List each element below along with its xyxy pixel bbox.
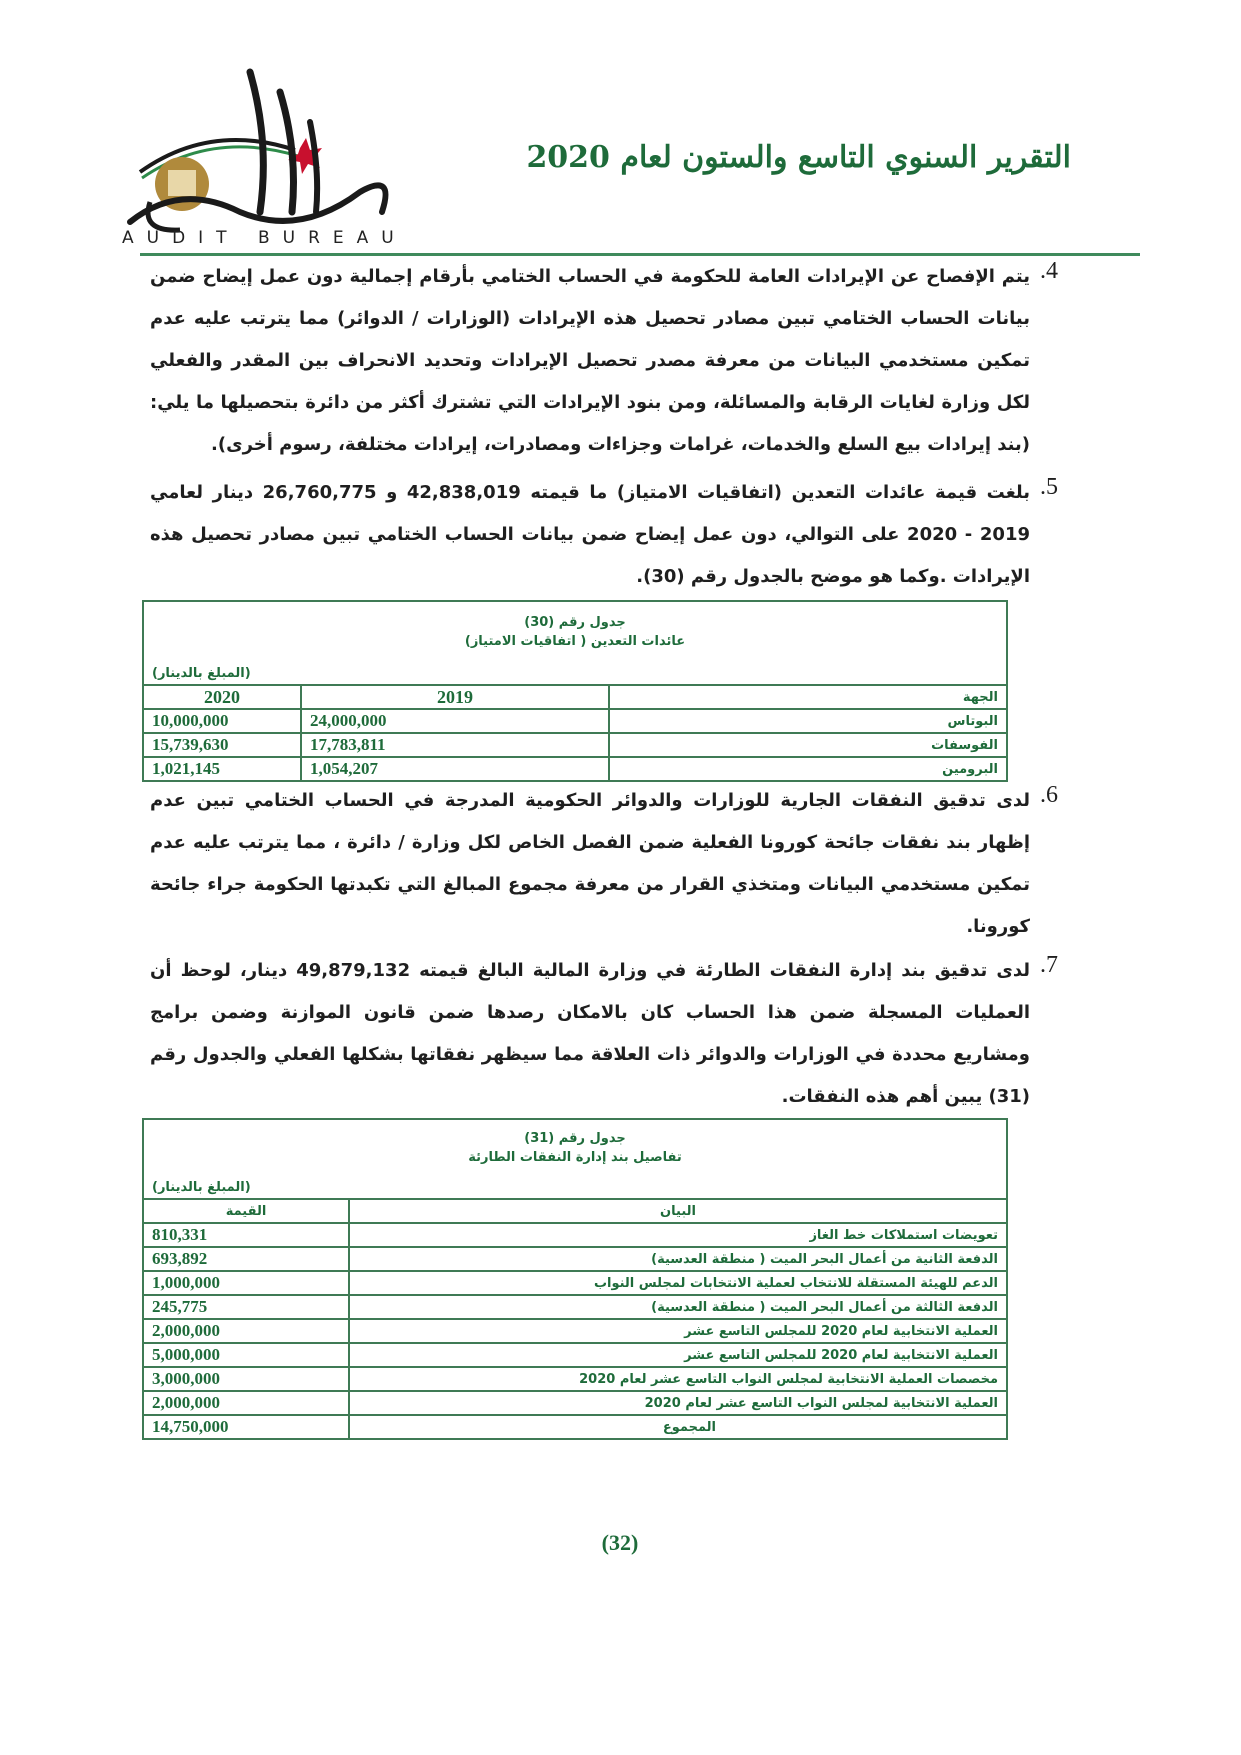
- report-title: التقرير السنوي التاسع والستون لعام 2020: [526, 140, 1071, 175]
- value-2020-cell: 10,000,000: [143, 709, 301, 733]
- table-row: [143, 1367, 1007, 1391]
- description-cell: الدعم للهيئة المستقلة للانتخاب لعملية الانتخابات لمجلس النواب: [349, 1271, 1007, 1295]
- table-row: [143, 733, 1007, 757]
- value-cell: 3,000,000: [143, 1367, 349, 1391]
- value-cell: 2,000,000: [143, 1391, 349, 1415]
- entity-cell: الفوسفات: [609, 733, 1007, 757]
- table-row: [143, 1271, 1007, 1295]
- value-cell: 2,000,000: [143, 1319, 349, 1343]
- item-paragraph: يتم الإفصاح عن الإيرادات العامة للحكومة في الحساب الختامي بأرقام إجمالية دون عمل إيضاح ضمن بيانات الحساب الختامي تبين مصادر تحصيل هذه الإيرادات (الوزارات / الدوائر) مما يترتب عليه عدم تمكين مستخدمي البيانات من معرفة مصدر تحصيل الإيرادات وتحديد الانحراف بين المقدر والفعلي لكل وزارة لغايات الرقابة والمسائلة، ومن بنود الإيرادات التي تشترك أكثر من دائرة بتحصيلها ما يلي: (بند إيرادات بيع السلع والخدمات، غرامات وجزاءات ومصادرات، إيرادات مختلفة، رسوم أخرى).: [150, 266, 1030, 455]
- table-unit: (المبلغ بالدينار): [143, 1176, 1007, 1199]
- table-number: جدول رقم (31): [524, 1131, 626, 1146]
- table-30: [142, 600, 1008, 782]
- audit-bureau-logo: [120, 62, 420, 252]
- value-2020-cell: 15,739,630: [143, 733, 301, 757]
- column-header: الجهة: [609, 685, 1007, 709]
- column-header: 2020: [143, 685, 301, 709]
- table-title: تفاصيل بند إدارة النفقات الطارئة: [468, 1150, 682, 1165]
- description-cell: العملية الانتخابية لمجلس النواب التاسع عشر لعام 2020: [349, 1391, 1007, 1415]
- value-cell: 1,000,000: [143, 1271, 349, 1295]
- table-header-row: [143, 685, 1007, 709]
- table-row: [143, 1391, 1007, 1415]
- description-cell: العملية الانتخابية لعام 2020 للمجلس التاسع عشر: [349, 1319, 1007, 1343]
- item-paragraph: بلغت قيمة عائدات التعدين (اتفاقيات الامتياز) ما قيمته 42,838,019 و 26,760,775 دينار لعامي 2019 - 2020 على التوالي، دون عمل إيضاح ضمن بيانات الحساب الختامي تبين مصادر تحصيل هذه الإيرادات .وكما هو موضح بالجدول رقم (30).: [150, 482, 1031, 587]
- table-31: [142, 1118, 1008, 1440]
- description-cell: الدفعة الثالثة من أعمال البحر الميت ( منطقة العدسية): [349, 1295, 1007, 1319]
- description-cell: مخصصات العملية الانتخابية لمجلس النواب التاسع عشر لعام 2020: [349, 1367, 1007, 1391]
- table-row: [143, 1223, 1007, 1247]
- description-cell: الدفعة الثانية من أعمال البحر الميت ( منطقة العدسية): [349, 1247, 1007, 1271]
- table-row: [143, 757, 1007, 781]
- item-number: .6: [1040, 782, 1058, 808]
- description-cell: العملية الانتخابية لعام 2020 للمجلس التاسع عشر: [349, 1343, 1007, 1367]
- page-number: (32): [601, 1530, 639, 1555]
- item-paragraph: لدى تدقيق بند إدارة النفقات الطارئة في وزارة المالية البالغ قيمته 49,879,132 دينار، لوحظ أن العمليات المسجلة ضمن هذا الحساب كان بالامكان رصدها ضمن قانون الموازنة وضمن برامج ومشاريع محددة في الوزارات والدوائر ذات العلاقة مما سيظهر نفقاتها بشكلها الفعلي والجدول رقم (31) يبين أهم هذه النفقات.: [150, 960, 1030, 1107]
- value-cell: 5,000,000: [143, 1343, 349, 1367]
- value-cell: 810,331: [143, 1223, 349, 1247]
- total-label: المجموع: [349, 1415, 1007, 1439]
- table-row: [143, 1319, 1007, 1343]
- value-2019-cell: 1,054,207: [301, 757, 609, 781]
- table-header-row: [143, 1199, 1007, 1223]
- entity-cell: البوتاس: [609, 709, 1007, 733]
- table-number: جدول رقم (30): [524, 615, 626, 630]
- value-cell: 245,775: [143, 1295, 349, 1319]
- total-value: 14,750,000: [143, 1415, 349, 1439]
- table-row: [143, 709, 1007, 733]
- value-2019-cell: 24,000,000: [301, 709, 609, 733]
- table-total-row: [143, 1415, 1007, 1439]
- column-header: القيمة: [143, 1199, 349, 1223]
- logo-english-text: AUDIT BUREAU: [122, 228, 407, 248]
- table-title: عائدات التعدين ( اتفاقيات الامتياز): [464, 634, 686, 649]
- column-header: البيان: [349, 1199, 1007, 1223]
- item-number: .5: [1040, 474, 1058, 500]
- table-row: [143, 1343, 1007, 1367]
- item-number: .4: [1040, 258, 1058, 284]
- entity-cell: البرومين: [609, 757, 1007, 781]
- page-header: [0, 0, 1241, 260]
- table-unit: (المبلغ بالدينار): [143, 662, 1007, 685]
- item-paragraph: لدى تدقيق النفقات الجارية للوزارات والدوائر الحكومية المدرجة في الحساب الختامي تبين عدم إظهار بند نفقات جائحة كورونا الفعلية ضمن الفصل الخاص لكل وزارة / دائرة ، مما يترتب عليه عدم تمكين مستخدمي البيانات ومتخذي القرار من معرفة مجموع المبالغ التي تكبدتها الحكومة جراء جائحة كورونا.: [150, 790, 1030, 937]
- description-cell: تعويضات استملاكات خط الغاز: [349, 1223, 1007, 1247]
- table-row: [143, 1295, 1007, 1319]
- value-2019-cell: 17,783,811: [301, 733, 609, 757]
- item-number: .7: [1040, 952, 1058, 978]
- table-caption: [143, 1119, 1007, 1176]
- column-header: 2019: [301, 685, 609, 709]
- table-row: [143, 1247, 1007, 1271]
- table-caption: [143, 601, 1007, 662]
- value-2020-cell: 1,021,145: [143, 757, 301, 781]
- value-cell: 693,892: [143, 1247, 349, 1271]
